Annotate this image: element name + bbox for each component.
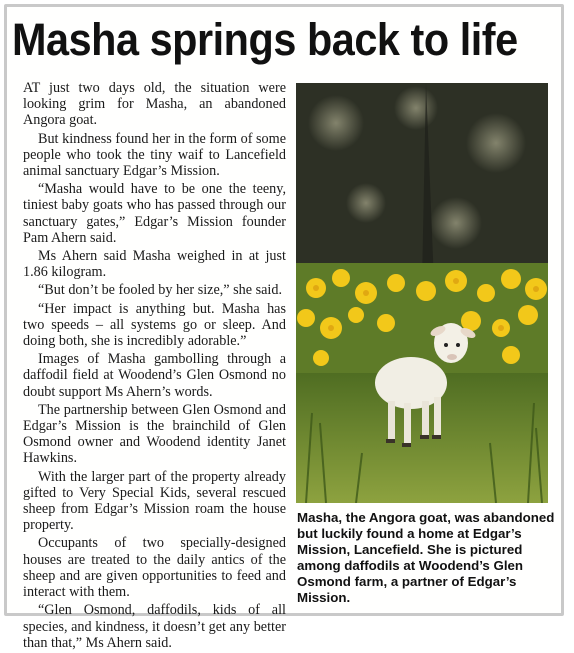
- paragraph: Ms Ahern said Masha weighed in at just 1.86 kilogram.: [23, 248, 286, 281]
- paragraph: The partnership between Glen Osmond and Edgar’s Mission is the brainchild of Glen Osmond owner and Woodend identity Janet Hawkins.: [23, 401, 286, 467]
- goat-daffodil-illustration: [296, 83, 548, 503]
- paragraph: “Masha would have to be one the teeny, tiniest baby goats who has passed through our sanctuary gates,” Edgar’s Mission founder Pam Ahern said.: [23, 181, 286, 246]
- paragraph: AT just two days old, the situation were looking grim for Masha, an abandoned Angora goat.: [23, 80, 286, 129]
- paragraph: Images of Masha gambolling through a daffodil field at Woodend’s Glen Osmond no doubt support Ms Ahern’s words.: [23, 351, 286, 400]
- paragraph: “But don’t be fooled by her size,” she said.: [38, 282, 283, 299]
- goat-photo: [296, 83, 548, 503]
- paragraph: Occupants of two specially-designed houses are treated to the daily antics of the sheep and are given opportunities to feed and interact with them.: [23, 535, 286, 601]
- paragraph: But kindness found her in the form of some people who took the tiny waif to Lancefield animal sanctuary Edgar’s Mission.: [23, 130, 286, 180]
- article-body: [23, 80, 286, 653]
- headline: Masha springs back to life: [12, 14, 518, 65]
- paragraph: “Glen Osmond, daffodils, kids of all species, and kindness, it doesn’t get any better than that,” Ms Ahern said.: [23, 602, 286, 651]
- photo-caption: Masha, the Angora goat, was abandoned but luckily found a home at Edgar’s Mission, Lancefield. She is pictured among daffodils at Woodend’s Glen Osmond farm, a partner of Edgar’s Mission.: [297, 510, 555, 605]
- paragraph: “Her impact is anything but. Masha has two speeds – all systems go or sleep. And doing both, she is incredibly adorable.”: [23, 300, 286, 350]
- paragraph: With the larger part of the property already gifted to Very Special Kids, several rescued sheep from Edgar’s Mission roam the house property.: [23, 468, 286, 534]
